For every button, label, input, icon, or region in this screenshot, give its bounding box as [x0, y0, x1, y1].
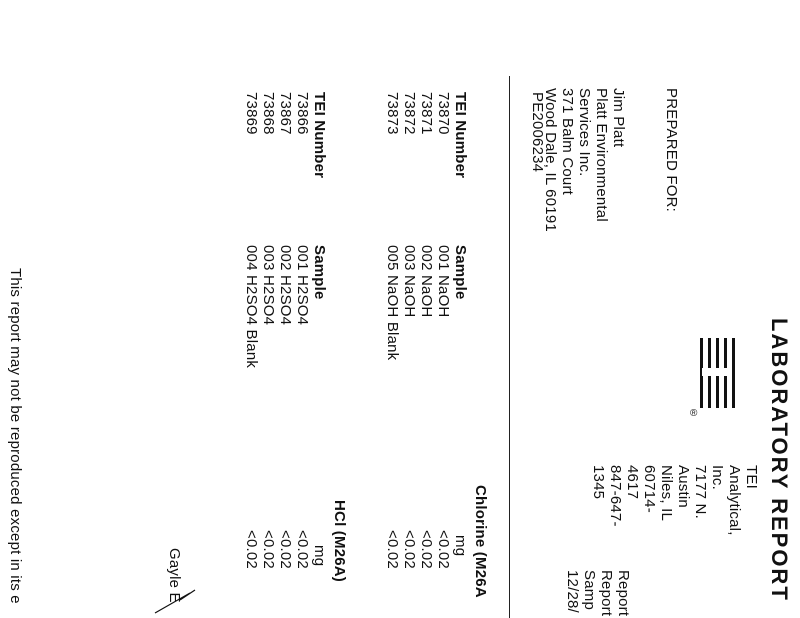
table-cell: <0.02	[418, 530, 435, 569]
table1-header-result: Chlorine (M26A	[472, 485, 489, 598]
table1-tei-column	[384, 92, 452, 135]
lab-address	[590, 465, 760, 536]
table-cell: 002 H2SO4	[277, 245, 294, 326]
client-name: Jim Platt	[610, 88, 627, 148]
footer-disclaimer: This report may not be reproduced except in its e	[7, 268, 24, 604]
table-cell: <0.02	[294, 530, 311, 569]
table-cell: <0.02	[277, 530, 294, 569]
prepared-for-label: PREPARED FOR:	[663, 88, 680, 213]
table-cell: <0.02	[401, 530, 418, 569]
table-cell: 005 NaOH Blank	[384, 245, 401, 361]
table1-header-sample: Sample	[452, 245, 469, 300]
table-cell: 004 H2SO4 Blank	[243, 245, 260, 369]
lab-name: TEI Analytical, Inc.	[709, 465, 760, 536]
report-meta-3: Samp	[581, 570, 598, 610]
client-address	[542, 88, 627, 261]
table2-header-tei: TEI Number	[311, 92, 328, 179]
table-cell: 001 NaOH	[435, 245, 452, 318]
table2-header-result: HCl (M26A)	[331, 500, 348, 583]
client-city: Wood Dale, IL 60191	[542, 88, 559, 232]
table2-tei-column	[243, 92, 311, 135]
tei-logo-icon	[700, 332, 748, 412]
table2-sample-column	[243, 245, 311, 368]
registered-mark-icon: ®	[690, 408, 698, 419]
table-cell: 73872	[401, 92, 418, 135]
table-cell: <0.02	[243, 530, 260, 569]
table2-header-sample: Sample	[311, 245, 328, 300]
signature-name: Gayle E	[166, 548, 183, 603]
table-cell: 003 NaOH	[401, 245, 418, 318]
table-cell: 73868	[260, 92, 277, 135]
table-cell: <0.02	[384, 530, 401, 569]
table-cell: 002 NaOH	[418, 245, 435, 318]
report-meta-1: Report	[615, 570, 632, 617]
table-cell: <0.02	[260, 530, 277, 569]
divider-line	[509, 76, 510, 618]
table1-result-column	[384, 530, 452, 569]
table-cell: 73869	[243, 92, 260, 135]
table-cell: 73870	[435, 92, 452, 135]
table-cell: 73873	[384, 92, 401, 135]
client-company: Platt Environmental Services Inc.	[576, 88, 610, 222]
signature-scribble-icon	[150, 588, 200, 618]
report-meta	[564, 570, 632, 616]
lab-city: Niles, IL 60714-4617	[624, 465, 675, 521]
table-cell: 73866	[294, 92, 311, 135]
table2-unit: mg	[311, 545, 328, 567]
lab-street: 7177 N. Austin	[675, 465, 709, 519]
table2-result-column	[243, 530, 311, 569]
project-id: PE2006234	[529, 92, 546, 173]
table1-header-tei: TEI Number	[452, 92, 469, 179]
table-cell: 003 H2SO4	[260, 245, 277, 326]
table-cell: 001 H2SO4	[294, 245, 311, 326]
lab-phone: 847-647-1345	[590, 465, 624, 527]
report-title: LABORATORY REPORT	[767, 318, 792, 602]
table1-unit: mg	[452, 535, 469, 557]
table-cell: 73871	[418, 92, 435, 135]
table-cell: <0.02	[435, 530, 452, 569]
report-meta-2: Report	[598, 570, 615, 617]
table-cell: 73867	[277, 92, 294, 135]
table1-sample-column	[384, 245, 452, 360]
client-street: 371 Balm Court	[559, 88, 576, 196]
report-meta-4: 12/28/	[564, 570, 581, 613]
